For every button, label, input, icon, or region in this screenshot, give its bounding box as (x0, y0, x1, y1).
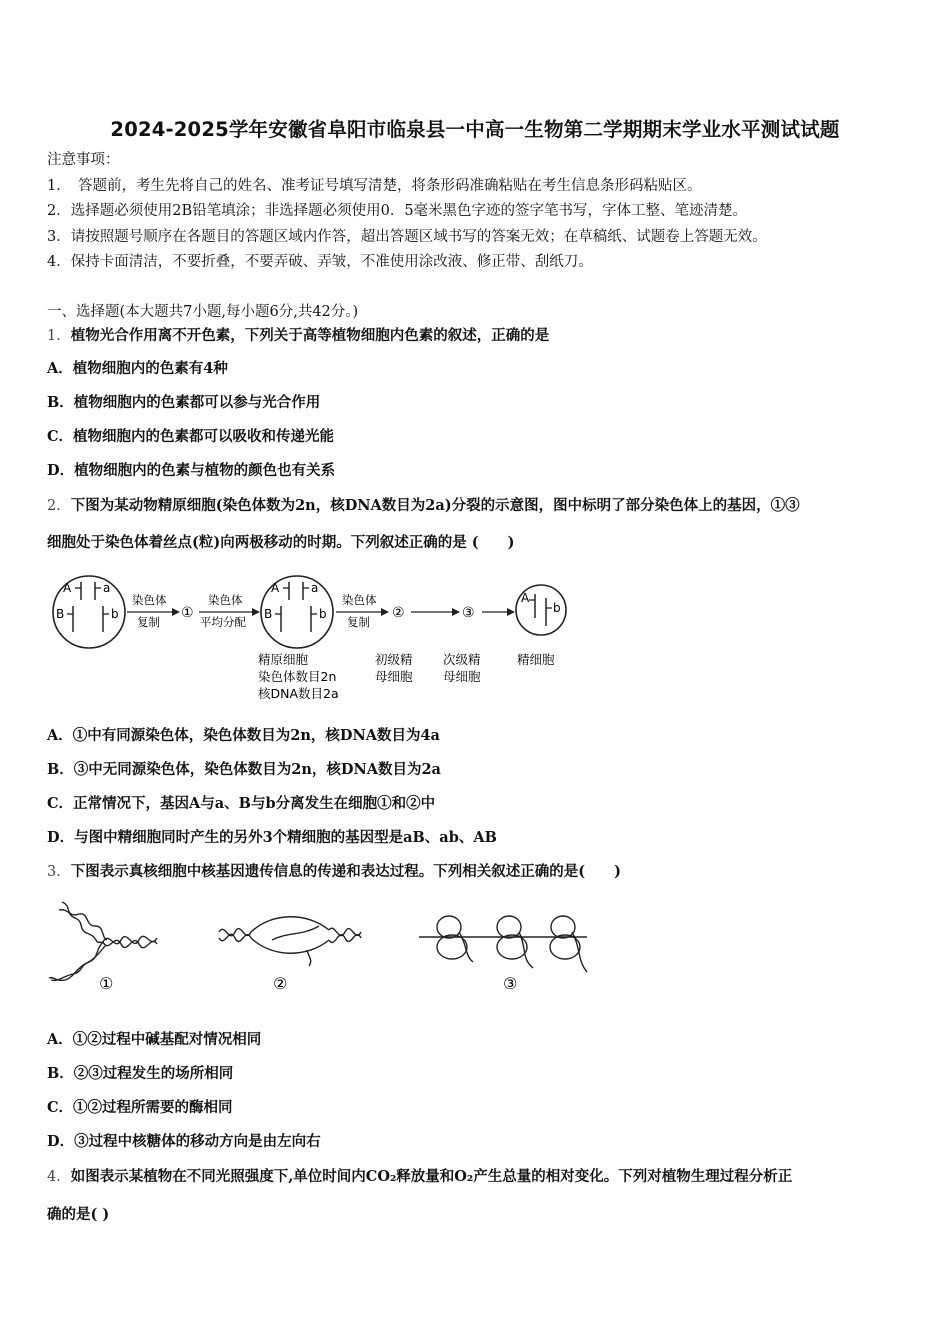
q2-option-a: A．①中有同源染色体，染色体数目为2n，核DNA数目为4a (47, 727, 440, 744)
question-2-stem-cont: 细胞处于染色体着丝点(粒)向两极移动的时期。下列叙述正确的是 ( ) (47, 534, 515, 551)
question-4-stem: 4．如图表示某植物在不同光照强度下,单位时间内CO₂释放量和O₂产生总量的相对变化。下列对植物生理过程分析正 (47, 1168, 793, 1185)
gene-label: b (553, 601, 561, 615)
stage-label: 母细胞 (375, 669, 413, 684)
process-label: ③ (503, 974, 518, 993)
q1-option-d: D．植物细胞内的色素与植物的颜色也有关系 (47, 462, 336, 479)
arrow-label: 染色体 (132, 593, 167, 607)
meiosis-diagram (47, 570, 587, 705)
gene-expression-diagram (47, 892, 607, 1002)
gene-label: b (319, 607, 327, 621)
stage-label: 精细胞 (517, 652, 555, 667)
process-label: ① (99, 974, 114, 993)
question-3-stem: 3．下图表示真核细胞中核基因遗传信息的传递和表达过程。下列相关叙述正确的是( ) (47, 863, 621, 880)
arrow-label: 复制 (347, 615, 370, 629)
gene-label: A (271, 581, 280, 595)
stage-label: 次级精 (443, 652, 481, 667)
q3-option-a: A．①②过程中碱基配对情况相同 (47, 1031, 262, 1048)
stage-label: 核DNA数目2a (258, 686, 339, 701)
q1-option-b: B．植物细胞内的色素都可以参与光合作用 (47, 394, 321, 411)
gene-label: B (56, 607, 65, 621)
arrow-label: 染色体 (208, 593, 243, 607)
page-title: 2024-2025学年安徽省阜阳市临泉县一中高一生物第二学期期末学业水平测试试题 (110, 118, 840, 141)
q3-option-b: B．②③过程发生的场所相同 (47, 1065, 234, 1082)
step-marker: ① (181, 605, 194, 621)
question-number: 4． (47, 1169, 71, 1185)
q2-option-d: D．与图中精细胞同时产生的另外3个精细胞的基因型是aB、ab、AB (47, 829, 497, 846)
gene-label: A (63, 581, 72, 595)
gene-label: A (521, 591, 530, 605)
notice-item: 1． 答题前，考生先将自己的姓名、准考证号填写清楚，将条形码准确粘贴在考生信息条形码粘贴区。 (47, 178, 702, 194)
question-number: 1． (47, 328, 71, 344)
gene-label: b (111, 607, 119, 621)
arrow-label: 平均分配 (200, 615, 246, 629)
stage-label: 染色体数目2n (258, 669, 337, 684)
question-number: 2． (47, 498, 71, 514)
notice-item: 3．请按照题号顺序在各题目的答题区域内作答，超出答题区域书写的答案无效；在草稿纸、试题卷上答题无效。 (47, 229, 767, 245)
q1-option-c: C．植物细胞内的色素都可以吸收和传递光能 (47, 428, 335, 445)
arrow-label: 染色体 (342, 593, 377, 607)
process-label: ② (273, 974, 288, 993)
question-number: 3． (47, 864, 71, 880)
section-heading: 一、选择题(本大题共7小题,每小题6分,共42分。) (47, 304, 359, 320)
q2-option-b: B．③中无同源染色体，染色体数目为2n，核DNA数目为2a (47, 761, 441, 778)
q3-option-c: C．①②过程所需要的酶相同 (47, 1099, 233, 1116)
gene-label: a (103, 581, 111, 595)
stage-label: 精原细胞 (258, 652, 309, 667)
notice-item: 4．保持卡面清洁，不要折叠，不要弄破、弄皱，不准使用涂改液、修正带、刮纸刀。 (47, 254, 593, 270)
gene-label: a (311, 581, 319, 595)
question-2-stem: 2．下图为某动物精原细胞(染色体数为2n，核DNA数目为2a)分裂的示意图，图中标明了部分染色体上的基因，①③ (47, 497, 800, 514)
arrow-label: 复制 (137, 615, 160, 629)
q1-option-a: A．植物细胞内的色素有4种 (47, 360, 228, 377)
replication-drawing (49, 902, 157, 980)
transcription-drawing (219, 917, 361, 966)
translation-drawing (419, 916, 587, 972)
notice-heading: 注意事项： (47, 152, 120, 168)
step-marker: ③ (462, 605, 475, 621)
notice-item: 2．选择题必须使用2B铅笔填涂；非选择题必须使用0．5毫米黑色字迹的签字笔书写，字体工整、笔迹清楚。 (47, 203, 748, 219)
gene-label: B (264, 607, 273, 621)
q3-option-d: D．③过程中核糖体的移动方向是由左向右 (47, 1133, 321, 1150)
stage-label: 初级精 (375, 652, 413, 667)
stage-label: 母细胞 (443, 669, 481, 684)
question-4-stem-cont: 确的是( ) (47, 1206, 110, 1223)
q2-option-c: C．正常情况下，基因A与a、B与b分离发生在细胞①和②中 (47, 795, 436, 812)
step-marker: ② (392, 605, 405, 621)
question-1-stem: 1．植物光合作用离不开色素，下列关于高等植物细胞内色素的叙述，正确的是 (47, 327, 550, 344)
